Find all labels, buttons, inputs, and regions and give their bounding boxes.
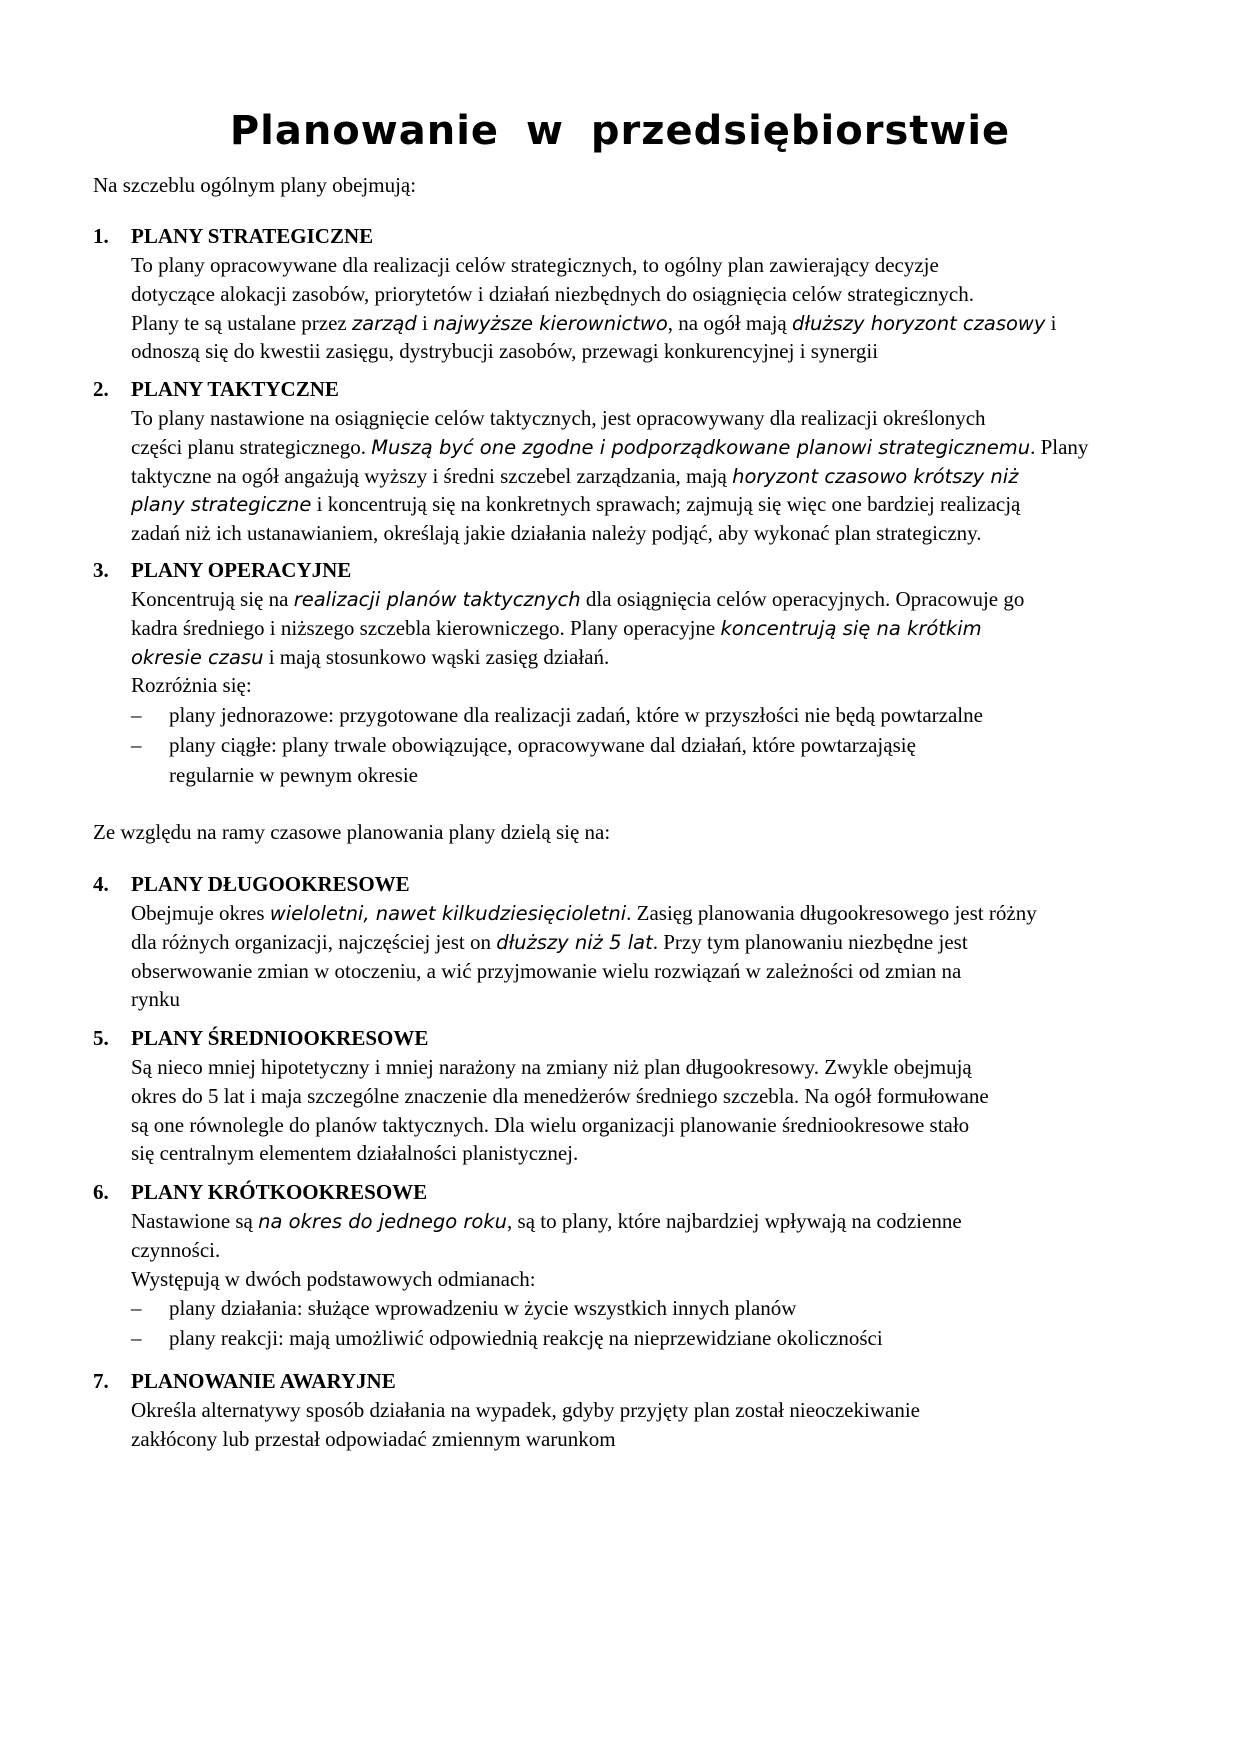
section-heading [93, 1367, 1158, 1396]
section-title: PLANY ŚREDNIOOKRESOWE [131, 1026, 429, 1050]
body-line: Rozróżnia się: [131, 673, 252, 698]
list-item [93, 1323, 1158, 1353]
body-line: części planu strategicznego. Muszą być one zgodne i podporządkowane planowi strategicznemu. Plany [131, 434, 1089, 459]
body-line: rynku [131, 987, 180, 1012]
list-item-text: plany ciągłe: plany trwale obowiązujące, opracowywane dal działań, które powtarzająsię regularnie w pewnym okresie [169, 733, 916, 788]
body-line: dla różnych organizacji, najczęściej jest on dłuższy niż 5 lat. Przy tym planowaniu niezbędne jest [131, 929, 968, 954]
list-item [93, 1293, 1158, 1323]
list-item [93, 700, 1158, 730]
body-line: Występują w dwóch podstawowych odmianach: [131, 1266, 536, 1291]
section-strategic [93, 222, 1158, 366]
body-line: plany strategiczne i koncentrują się na konkretnych sprawach; zajmują się więc one bardziej realizacją [131, 492, 1021, 517]
body-line: taktyczne na ogół angażują wyższy i średni szczebel zarządzania, mają horyzont czasowo krótszy niż [131, 463, 1019, 488]
section-title: PLANY OPERACYJNE [131, 558, 352, 582]
section-heading [93, 870, 1158, 899]
section-number: 4. [93, 872, 109, 896]
list-item-text: plany działania: służące wprowadzeniu w życie wszystkich innych planów [169, 1296, 797, 1321]
section-tactical [93, 375, 1158, 548]
body-line: zadań niż ich ustanawianiem, określają jakie działania należy podjąć, aby wykonać plan strategiczny. [131, 521, 982, 546]
dash-bullet: – [131, 703, 142, 728]
section-title: PLANY DŁUGOOKRESOWE [131, 872, 410, 896]
section-number: 1. [93, 224, 109, 248]
section-number: 3. [93, 558, 109, 582]
body-line: Koncentrują się na realizacji planów taktycznych dla osiągnięcia celów operacyjnych. Opracowuje go [131, 587, 1025, 611]
section-operational [93, 556, 1158, 790]
intro-time-frames: Ze względu na ramy czasowe planowania plany dzielą się na: [93, 820, 611, 844]
body-line: się centralnym elementem działalności planistycznej. [131, 1141, 579, 1166]
section-heading [93, 1178, 1158, 1207]
body-line: obserwowanie zmian w otoczeniu, a wić przyjmowanie wielu rozwiązań w zależności od zmian na [131, 958, 962, 983]
section-title: PLANOWANIE AWARYJNE [131, 1369, 396, 1393]
dash-bullet: – [131, 1326, 142, 1351]
body-line: Plany te są ustalane przez zarząd i najwyższe kierownictwo, na ogół mają dłuższy horyzont czasowy i [131, 310, 1057, 335]
section-title: PLANY KRÓTKOOKRESOWE [131, 1180, 428, 1204]
body-line: odnoszą się do kwestii zasięgu, dystrybucji zasobów, przewagi konkurencyjnej i synergii [131, 339, 879, 364]
body-line: Są nieco mniej hipotetyczny i mniej narażony na zmiany niż plan długookresowy. Zwykle obejmują [131, 1055, 972, 1079]
body-line: To plany nastawione na osiągnięcie celów taktycznych, jest opracowywany dla realizacji określonych [131, 406, 986, 430]
section-heading [93, 222, 1158, 251]
section-heading [93, 1024, 1158, 1053]
section-medium-term [93, 1024, 1158, 1168]
list-item [93, 730, 1158, 790]
section-number: 7. [93, 1369, 109, 1393]
intro-general: Na szczeblu ogólnym plany obejmują: [93, 173, 417, 197]
section-title: PLANY TAKTYCZNE [131, 377, 339, 401]
body-line: okres do 5 lat i maja szczególne znaczenie dla menedżerów średniego szczebla. Na ogół formułowane [131, 1083, 989, 1108]
body-line: Nastawione są na okres do jednego roku, są to plany, które najbardziej wpływają na codzienne [131, 1209, 962, 1233]
section-short-term [93, 1178, 1158, 1353]
section-number: 5. [93, 1026, 109, 1050]
page-title: Planowanie w przedsiębiorstwie [229, 108, 1011, 154]
body-line: okresie czasu i mają stosunkowo wąski zasięg działań. [131, 644, 610, 669]
list-item-text: plany jednorazowe: przygotowane dla realizacji zadań, które w przyszłości nie będą powtarzalne [169, 703, 983, 728]
body-line: To plany opracowywane dla realizacji celów strategicznych, to ogólny plan zawierający decyzje [131, 253, 939, 277]
list-item-text: plany reakcji: mają umożliwić odpowiednią reakcję na nieprzewidziane okoliczności [169, 1326, 883, 1351]
body-line: Określa alternatywy sposób działania na wypadek, gdyby przyjęty plan został nieoczekiwanie [131, 1398, 920, 1422]
body-line: czynności. [131, 1237, 221, 1262]
section-title: PLANY STRATEGICZNE [131, 224, 374, 248]
body-line: Obejmuje okres wieloletni, nawet kilkudziesięcioletni. Zasięg planowania długookresowego jest różny [131, 901, 1037, 925]
body-line: kadra średniego i niższego szczebla kierowniczego. Plany operacyjne koncentrują się na krótkim [131, 615, 982, 640]
section-heading [93, 375, 1158, 404]
dash-bullet: – [131, 1296, 142, 1321]
section-long-term [93, 870, 1158, 1014]
section-number: 2. [93, 377, 109, 401]
section-number: 6. [93, 1180, 109, 1204]
section-contingency [93, 1367, 1158, 1454]
body-line: dotyczące alokacji zasobów, priorytetów i działań niezbędnych do osiągnięcia celów strategicznych. [131, 281, 974, 306]
body-line: zakłócony lub przestał odpowiadać zmiennym warunkom [131, 1426, 616, 1451]
section-heading [93, 556, 1158, 585]
dash-bullet: – [131, 733, 142, 758]
body-line: są one równolegle do planów taktycznych. Dla wielu organizacji planowanie średniookresowe stało [131, 1112, 970, 1137]
